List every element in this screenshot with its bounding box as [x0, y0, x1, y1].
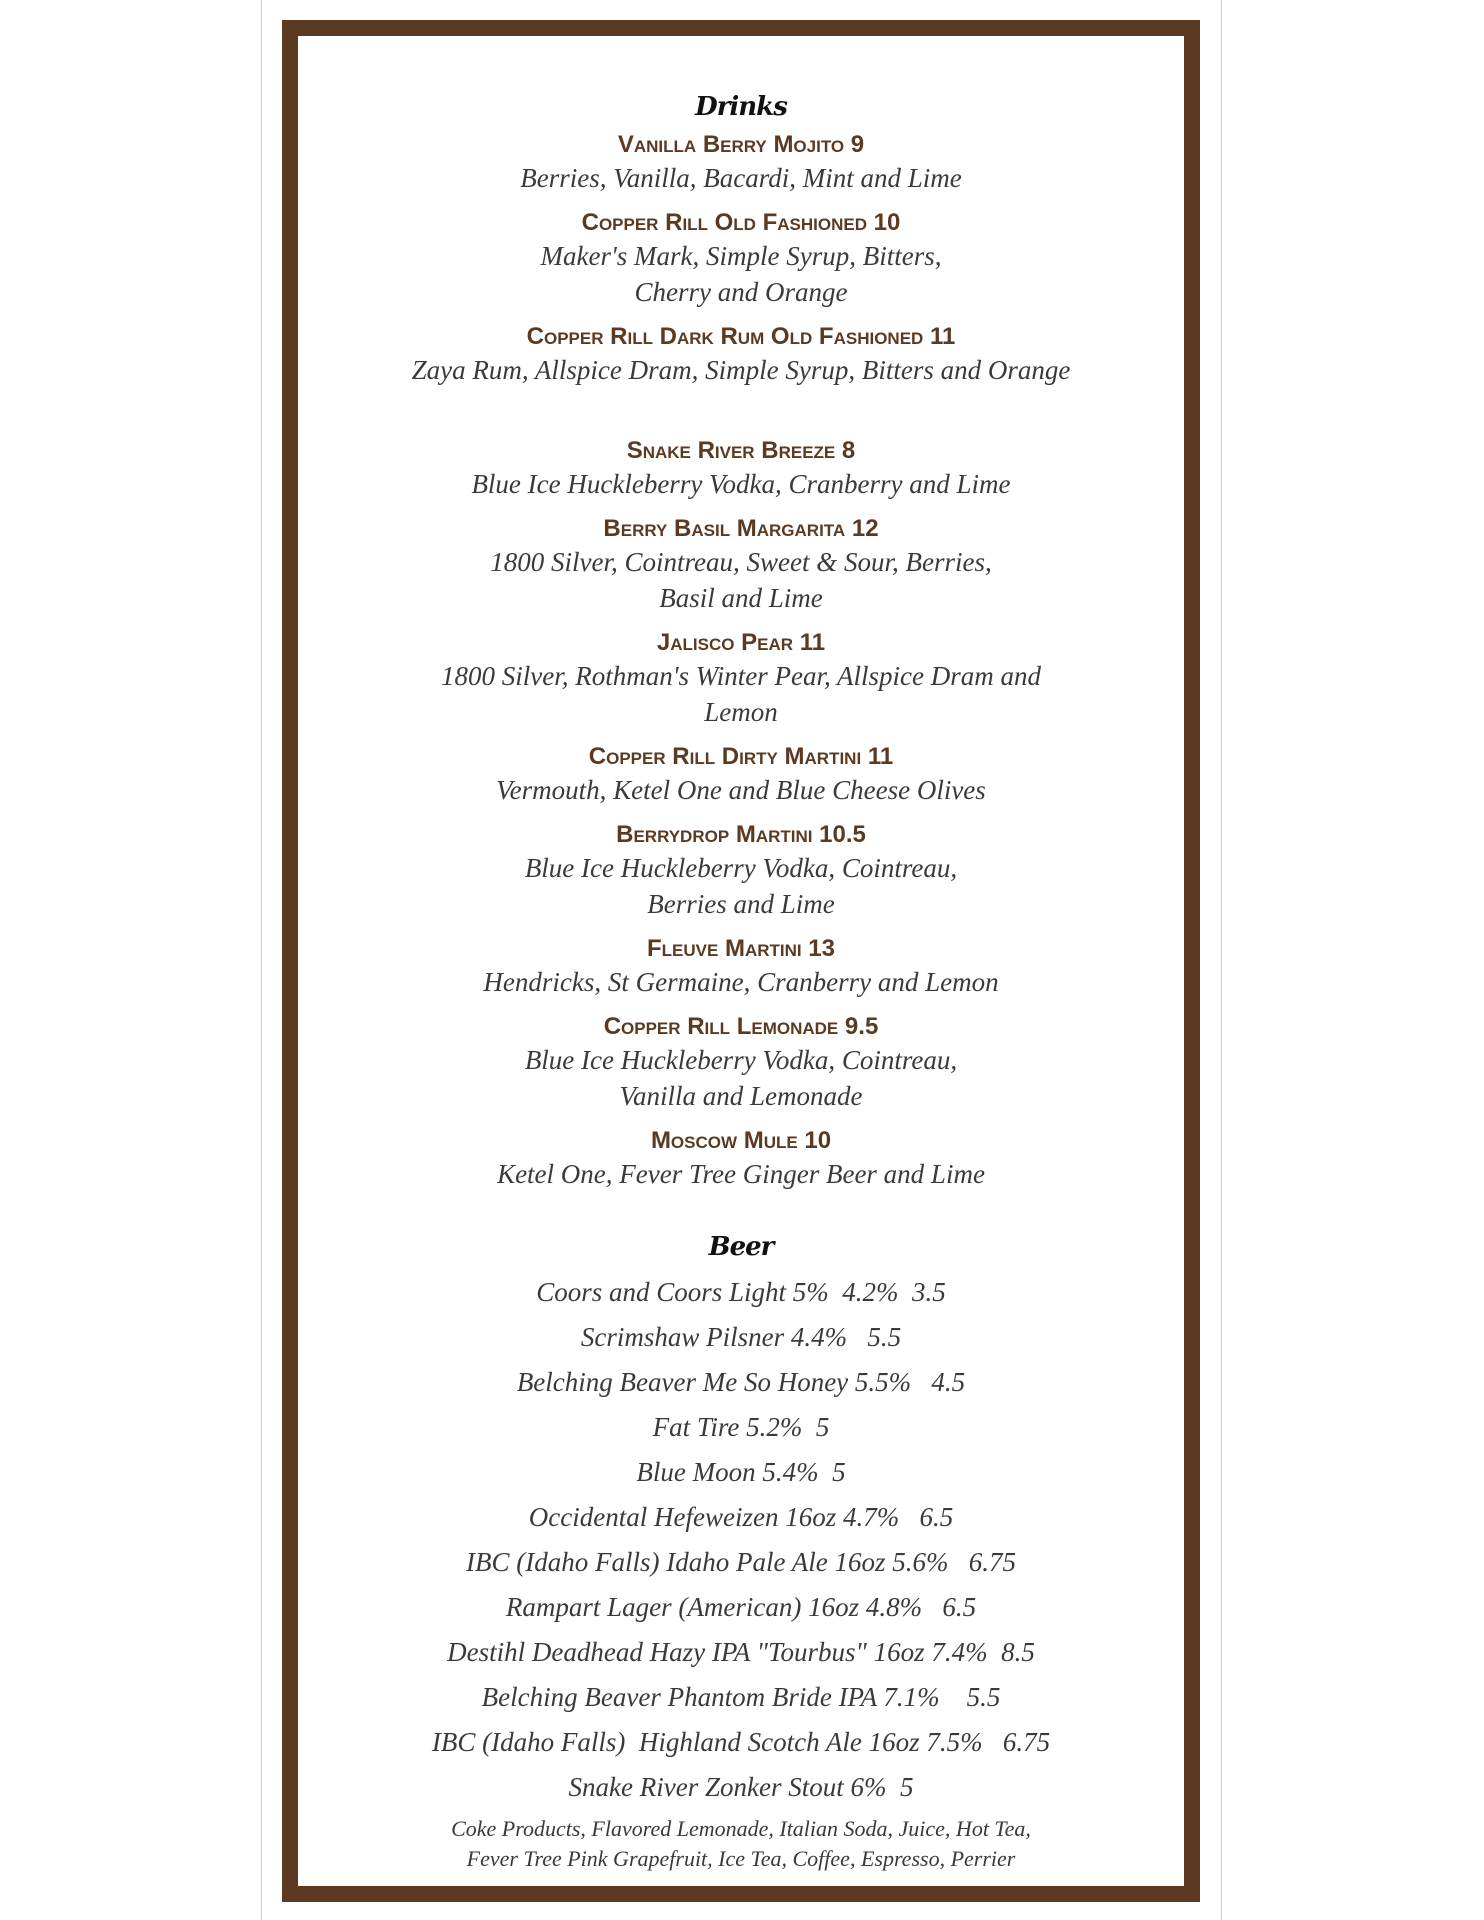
beer-item: Coors and Coors Light 5% 4.2% 3.5: [536, 1277, 946, 1307]
drink-item: [298, 514, 1184, 616]
drinks-title: Drinks: [695, 92, 787, 122]
beer-item: Rampart Lager (American) 16oz 4.8% 6.5: [505, 1592, 977, 1622]
drink-name: Fleuve Martini 13: [646, 935, 836, 962]
drink-item: [298, 1012, 1184, 1114]
beer-item: IBC (Idaho Falls) Highland Scotch Ale 16oz 7.5% 6.75: [431, 1727, 1051, 1757]
beer-item: Destihl Deadhead Hazy IPA "Tourbus" 16oz 7.4% 8.5: [447, 1637, 1035, 1667]
beer-item: Belching Beaver Me So Honey 5.5% 4.5: [516, 1367, 966, 1397]
beer-list: [298, 1270, 1184, 1810]
non-alcoholic-footer: [298, 1814, 1184, 1874]
menu-frame: [282, 20, 1200, 1902]
drink-description: Basil and Lime: [659, 583, 823, 613]
drink-name: Copper Rill Dirty Martini 11: [588, 743, 894, 770]
beer-item: Snake River Zonker Stout 6% 5: [568, 1772, 914, 1802]
menu-content: [298, 36, 1184, 1874]
drink-item: [298, 742, 1184, 808]
footer-line: Coke Products, Flavored Lemonade, Italian Soda, Juice, Hot Tea,: [451, 1816, 1031, 1841]
drink-item: [298, 628, 1184, 730]
drink-description: Lemon: [704, 697, 778, 727]
drink-item: [298, 208, 1184, 310]
drink-description: Blue Ice Huckleberry Vodka, Cranberry and Lime: [471, 469, 1011, 499]
drink-name: Berrydrop Martini 10.5: [616, 821, 866, 848]
drink-item: [298, 130, 1184, 196]
drink-description: Maker's Mark, Simple Syrup, Bitters,: [540, 241, 942, 271]
beer-item: Scrimshaw Pilsner 4.4% 5.5: [580, 1322, 902, 1352]
drink-description: Ketel One, Fever Tree Ginger Beer and Lime: [497, 1159, 985, 1189]
drink-item: [298, 436, 1184, 502]
beer-item: Occidental Hefeweizen 16oz 4.7% 6.5: [528, 1502, 954, 1532]
beer-title: Beer: [708, 1232, 774, 1262]
drinks-group-1: [298, 130, 1184, 388]
drink-name: Copper Rill Lemonade 9.5: [603, 1013, 879, 1040]
drink-name: Jalisco Pear 11: [656, 629, 826, 656]
drink-description: Berries and Lime: [647, 889, 835, 919]
drink-description: Vermouth, Ketel One and Blue Cheese Olives: [496, 775, 986, 805]
drink-description: Vanilla and Lemonade: [619, 1081, 863, 1111]
drink-item: [298, 322, 1184, 388]
drink-description: Berries, Vanilla, Bacardi, Mint and Lime: [520, 163, 962, 193]
drink-description: Zaya Rum, Allspice Dram, Simple Syrup, Bitters and Orange: [411, 355, 1071, 385]
drinks-group-2: [298, 436, 1184, 1192]
drink-description: Blue Ice Huckleberry Vodka, Cointreau,: [524, 853, 958, 883]
beer-item: IBC (Idaho Falls) Idaho Pale Ale 16oz 5.6% 6.75: [466, 1547, 1016, 1577]
drink-item: [298, 934, 1184, 1000]
drink-name: Moscow Mule 10: [650, 1127, 832, 1154]
drink-description: 1800 Silver, Rothman's Winter Pear, Allspice Dram and: [441, 661, 1041, 691]
drink-item: [298, 820, 1184, 922]
drink-description: Blue Ice Huckleberry Vodka, Cointreau,: [524, 1045, 958, 1075]
drink-name: Copper Rill Old Fashioned 10: [581, 209, 901, 236]
beer-item: Blue Moon 5.4% 5: [636, 1457, 846, 1487]
beer-item: Fat Tire 5.2% 5: [652, 1412, 830, 1442]
drink-description: Hendricks, St Germaine, Cranberry and Lemon: [483, 967, 999, 997]
drink-name: Berry Basil Margarita 12: [603, 515, 879, 542]
footer-line: Fever Tree Pink Grapefruit, Ice Tea, Coffee, Espresso, Perrier: [466, 1846, 1016, 1871]
drink-name: Snake River Breeze 8: [626, 437, 856, 464]
drink-description: Cherry and Orange: [634, 277, 848, 307]
drink-item: [298, 1126, 1184, 1192]
beer-item: Belching Beaver Phantom Bride IPA 7.1% 5.5: [481, 1682, 1001, 1712]
drink-description: 1800 Silver, Cointreau, Sweet & Sour, Berries,: [490, 547, 992, 577]
drink-name: Vanilla Berry Mojito 9: [617, 131, 865, 158]
drink-name: Copper Rill Dark Rum Old Fashioned 11: [526, 323, 956, 350]
